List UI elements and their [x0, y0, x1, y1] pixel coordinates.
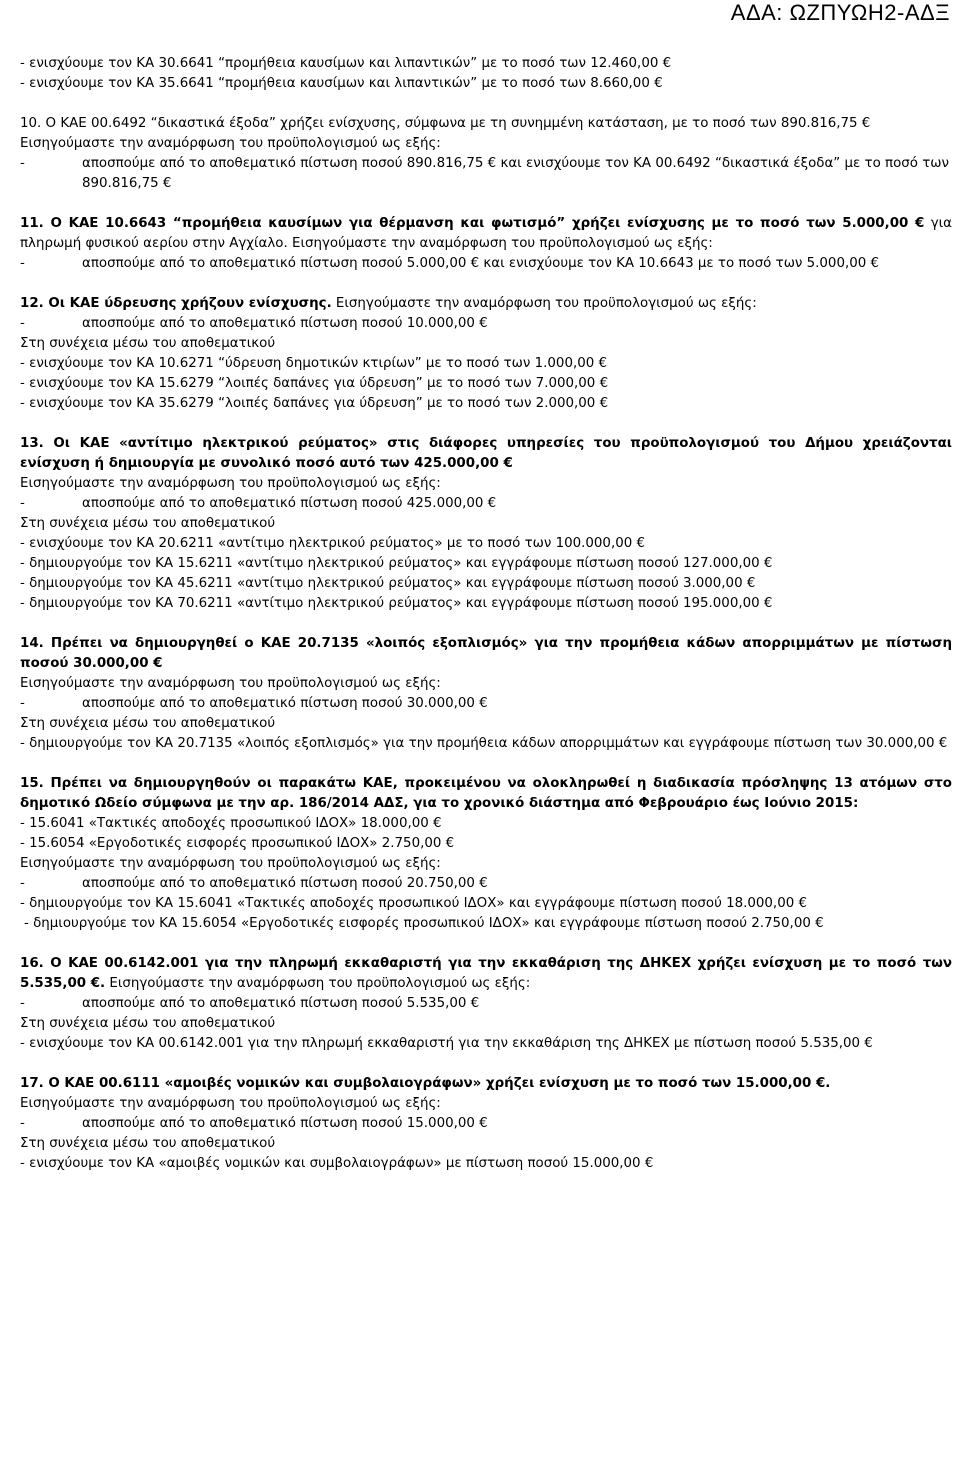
text-line: αποσπούμε από το αποθεματικό πίστωση ποσού 890.816,75 € και ενισχύουμε τον ΚΑ 00.6492 “δικαστικά έξοδα” με το ποσό των 890.816,75 €: [82, 156, 949, 191]
text-line: Στη συνέχεια μέσω του αποθεματικού: [20, 1016, 276, 1031]
section-12-heading: 12. Οι ΚΑΕ ύδρευσης χρήζουν ενίσχυσης.: [20, 296, 332, 311]
text-line: Εισηγούμαστε την αναμόρφωση του προϋπολογισμού ως εξής:: [20, 136, 441, 151]
text-line: Στη συνέχεια μέσω του αποθεματικού: [20, 1136, 276, 1151]
text-line: - ενισχύουμε τον ΚΑ 00.6142.001 για την πληρωμή εκκαθαριστή για την εκκαθάριση της ΔΗΚΕΧ με πίστωση ποσού 5.535,00 €: [20, 1036, 873, 1051]
text-line: αποσπούμε από το αποθεματικό πίστωση ποσού 30.000,00 €: [82, 696, 488, 711]
text-line: Στη συνέχεια μέσω του αποθεματικού: [20, 716, 276, 731]
text-line: Εισηγούμαστε την αναμόρφωση του προϋπολογισμού ως εξής:: [20, 856, 441, 871]
text-line: - ενισχύουμε τον ΚΑ 30.6641 “προμήθεια καυσίμων και λιπαντικών” με το ποσό των 12.460,00 €: [20, 56, 672, 71]
text-line: - δημιουργούμε τον ΚΑ 45.6211 «αντίτιμο ηλεκτρικού ρεύματος» και εγγράφουμε πίστωση ποσού 3.000,00 €: [20, 576, 756, 591]
text-line: - δημιουργούμε τον ΚΑ 15.6041 «Τακτικές αποδοχές προσωπικού ΙΔΟΧ» και εγγράφουμε πίστωση ποσού 18.000,00 €: [20, 896, 808, 911]
text-line: - ενισχύουμε τον ΚΑ 35.6279 “λοιπές δαπάνες για ύδρευση” με το ποσό των 2.000,00 €: [20, 396, 609, 411]
text-line: Εισηγούμαστε την αναμόρφωση του προϋπολογισμού ως εξής:: [20, 1096, 441, 1111]
text-line: - ενισχύουμε τον ΚΑ 35.6641 “προμήθεια καυσίμων και λιπαντικών” με το ποσό των 8.660,00 €: [20, 76, 663, 91]
section-17-heading: 17. Ο ΚΑΕ 00.6111 «αμοιβές νομικών και συμβολαιογράφων» χρήζει ενίσχυση με το ποσό των 15.000,00 €.: [20, 1076, 831, 1091]
text-line: αποσπούμε από το αποθεματικό πίστωση ποσού 5.535,00 €: [82, 996, 480, 1011]
text-line: αποσπούμε από το αποθεματικό πίστωση ποσού 5.000,00 € και ενισχύουμε τον ΚΑ 10.6643 με το ποσό των 5.000,00 €: [82, 256, 880, 271]
text-line: Εισηγούμαστε την αναμόρφωση του προϋπολογισμού ως εξής:: [20, 476, 441, 491]
section-16-heading: 16. Ο ΚΑΕ 00.6142.001 για την πληρωμή εκκαθαριστή για την εκκαθάριση της ΔΗΚΕΧ χρήζει ενίσχυση με το ποσό των 5.535,00 €.: [20, 956, 952, 991]
text-line: - δημιουργούμε τον ΚΑ 15.6054 «Εργοδοτικές εισφορές προσωπικού ΙΔΟΧ» και εγγράφουμε πίστωση ποσού 2.750,00 €: [24, 916, 824, 931]
text-line: - 15.6054 «Εργοδοτικές εισφορές προσωπικού ΙΔΟΧ» 2.750,00 €: [20, 836, 455, 851]
text-line: - 15.6041 «Τακτικές αποδοχές προσωπικού ΙΔΟΧ» 18.000,00 €: [20, 816, 442, 831]
text-line: - ενισχύουμε τον ΚΑ 20.6211 «αντίτιμο ηλεκτρικού ρεύματος» με το ποσό των 100.000,00 €: [20, 536, 646, 551]
text-line: - ενισχύουμε τον ΚΑ «αμοιβές νομικών και συμβολαιογράφων» με πίστωση ποσού 15.000,00 €: [20, 1156, 654, 1171]
document-body: - ενισχύουμε τον ΚΑ 30.6641 “προμήθεια καυσίμων και λιπαντικών” με το ποσό των 12.460,00 € - ενισχύουμε τον ΚΑ 35.6641 “προμήθεια καυσίμων και λιπαντικών” με το ποσό των 8.660,00 € 10. Ο ΚΑΕ 00.6492 “δικαστικά έξοδα” χρήζει ενίσχυσης, σύμφωνα με τη συνημμένη κατάσταση, με το ποσό των 890.816,75 € Εισηγούμαστε την αναμόρφωση του προϋπολογισμού ως εξής: - αποσπούμε από το αποθεματικό πίστωση ποσού 890.816,75 € και ενισχύουμε τον ΚΑ 00.6492 “δικαστικά έξοδα” με το ποσό των 890.816,75 € 11. Ο ΚΑΕ 10.6643 “προμήθεια καυσίμων για θέρμανση και φωτισμό” χρήζει ενίσχυσης με το ποσό των 5.000,00 € για πληρωμή φυσικού αερίου στην Αγχίαλο. Εισηγούμαστε την αναμόρφωση του προϋπολογισμού ως εξής: - αποσπούμε από το αποθεματικό πίστωση ποσού 5.000,00 € και ενισχύουμε τον ΚΑ 10.6643 με το ποσό των 5.000,00 € 12. Οι ΚΑΕ ύδρευσης χρήζουν ενίσχυσης. Εισηγούμαστε την αναμόρφωση του προϋπολογισμού ως εξής: - αποσπούμε από το αποθεματικό πίστωση ποσού 10.000,00 € Στη συνέχεια μέσω του αποθεματικού - ενισχύουμε τον ΚΑ 10.6271 “ύδρευση δημοτικών κτιρίων” με το ποσό των 1.000,00 € - ενισχύουμε τον ΚΑ 15.6279 “λοιπές δαπάνες για ύδρευση” με το ποσό των 7.000,00 € - ενισχύουμε τον ΚΑ 35.6279 “λοιπές δαπάνες για ύδρευση” με το ποσό των 2.000,00 € 13. Οι ΚΑΕ «αντίτιμο ηλεκτρικού ρεύματος» στις διάφορες υπηρεσίες του προϋπολογισμού του Δήμου χρειάζονται ενίσχυση ή δημιουργία με συνολικό ποσό αυτό των 425.000,00 € Εισηγούμαστε την αναμόρφωση του προϋπολογισμού ως εξής: - αποσπούμε από το αποθεματικό πίστωση ποσού 425.000,00 € Στη συνέχεια μέσω του αποθεματικού - ενισχύουμε τον ΚΑ 20.6211 «αντίτιμο ηλεκτρικού ρεύματος» με το ποσό των 100.000,00 € - δημιουργούμε τον ΚΑ 15.6211 «αντίτιμο ηλεκτρικού ρεύματος» και εγγράφουμε πίστωση ποσού 127.000,00 € - δημιουργούμε τον ΚΑ 45.6211 «αντίτιμο ηλεκτρικού ρεύματος» και εγγράφουμε πίστωση ποσού 3.000,00 € - δημιουργούμε τον ΚΑ 70.6211 «αντίτιμο ηλεκτρικού ρεύματος» και εγγράφουμε πίστωση ποσού 195.000,00 € 14. Πρέπει να δημιουργηθεί ο ΚΑΕ 20.7135 «λοιπός εξοπλισμός» για την προμήθεια κάδων απορριμμάτων με πίστωση ποσού 30.000,00 € Εισηγούμαστε την αναμόρφωση του προϋπολογισμού ως εξής: - αποσπούμε από το αποθεματικό πίστωση ποσού 30.000,00 € Στη συνέχεια μέσω του αποθεματικού - δημιουργούμε τον ΚΑ 20.7135 «λοιπός εξοπλισμός» για την προμήθεια κάδων απορριμμάτων και εγγράφουμε πίστωση των 30.000,00 € 15. Πρέπει να δημιουργηθούν οι παρακάτω ΚΑΕ, προκειμένου να ολοκληρωθεί η διαδικασία πρόσληψης 13 ατόμων στο δημοτικό Ωδείο σύμφωνα με την αρ. 186/2014 ΑΔΣ, για το χρονικό διάστημα από Φεβρουάριο έως Ιούνιο 2015: - 15.6041 «Τακτικές αποδοχές προσωπικού ΙΔΟΧ» 18.000,00 € - 15.6054 «Εργοδοτικές εισφορές προσωπικού ΙΔΟΧ» 2.750,00 € Εισηγούμαστε την αναμόρφωση του προϋπολογισμού ως εξής: - αποσπούμε από το αποθεματικό πίστωση ποσού 20.750,00 € - δημιουργούμε τον ΚΑ 15.6041 «Τακτικές αποδοχές προσωπικού ΙΔΟΧ» και εγγράφουμε πίστωση ποσού 18.000,00 € - δημιουργούμε τον ΚΑ 15.6054 «Εργοδοτικές εισφορές προσωπικού ΙΔΟΧ» και εγγράφουμε πίστωση ποσού 2.750,00 € 16. Ο ΚΑΕ 00.6142.001 για την πληρωμή εκκαθαριστή για την εκκαθάριση της ΔΗΚΕΧ χρήζει ενίσχυση με το ποσό των 5.535,00 €. Εισηγούμαστε την αναμόρφωση του προϋπολογισμού ως εξής: - αποσπούμε από το αποθεματικό πίστωση ποσού 5.535,00 € Στη συνέχεια μέσω του αποθεματικού - ενισχύουμε τον ΚΑ 00.6142.001 για την πληρωμή εκκαθαριστή για την εκκαθάριση της ΔΗΚΕΧ με πίστωση ποσού 5.535,00 € 17. Ο ΚΑΕ 00.6111 «αμοιβές νομικών και συμβολαιογράφων» χρήζει ενίσχυση με το ποσό των 15.000,00 €. Εισηγούμαστε την αναμόρφωση του προϋπολογισμού ως εξής: - αποσπούμε από το αποθεματικό πίστωση ποσού 15.000,00 € Στη συνέχεια μέσω του αποθεματικού - ενισχύουμε τον ΚΑ «αμοιβές νομικών και συμβολαιογράφων» με πίστωση ποσού 15.000,00 €: [20, 54, 952, 1174]
section-11-heading: 11. Ο ΚΑΕ 10.6643 “προμήθεια καυσίμων για θέρμανση και φωτισμό” χρήζει ενίσχυσης με το ποσό των 5.000,00 €: [20, 216, 925, 231]
text-line: Εισηγούμαστε την αναμόρφωση του προϋπολογισμού ως εξής:: [20, 676, 441, 691]
text-line: αποσπούμε από το αποθεματικό πίστωση ποσού 10.000,00 €: [82, 316, 488, 331]
text-line: Εισηγούμαστε την αναμόρφωση του προϋπολογισμού ως εξής:: [105, 976, 531, 991]
text-line: - δημιουργούμε τον ΚΑ 20.7135 «λοιπός εξοπλισμός» για την προμήθεια κάδων απορριμμάτων και εγγράφουμε πίστωση των 30.000,00 €: [20, 736, 948, 751]
document-ada-header: ΑΔΑ: ΩΖΠΥΩΗ2-ΑΔΞ: [730, 0, 950, 25]
text-line: - δημιουργούμε τον ΚΑ 70.6211 «αντίτιμο ηλεκτρικού ρεύματος» και εγγράφουμε πίστωση ποσού 195.000,00 €: [20, 596, 773, 611]
text-line: - ενισχύουμε τον ΚΑ 10.6271 “ύδρευση δημοτικών κτιρίων” με το ποσό των 1.000,00 €: [20, 356, 608, 371]
text-line: αποσπούμε από το αποθεματικό πίστωση ποσού 15.000,00 €: [82, 1116, 488, 1131]
text-line: Εισηγούμαστε την αναμόρφωση του προϋπολογισμού ως εξής:: [331, 296, 757, 311]
section-13-heading: 13. Οι ΚΑΕ «αντίτιμο ηλεκτρικού ρεύματος» στις διάφορες υπηρεσίες του προϋπολογισμού του Δήμου χρειάζονται ενίσχυση ή δημιουργία με συνολικό ποσό αυτό των 425.000,00 €: [20, 436, 952, 471]
text-line: Στη συνέχεια μέσω του αποθεματικού: [20, 336, 276, 351]
text-line: - ενισχύουμε τον ΚΑ 15.6279 “λοιπές δαπάνες για ύδρευση” με το ποσό των 7.000,00 €: [20, 376, 609, 391]
text-line: Στη συνέχεια μέσω του αποθεματικού: [20, 516, 276, 531]
text-line: - δημιουργούμε τον ΚΑ 15.6211 «αντίτιμο ηλεκτρικού ρεύματος» και εγγράφουμε πίστωση ποσού 127.000,00 €: [20, 556, 773, 571]
text-line: αποσπούμε από το αποθεματικό πίστωση ποσού 20.750,00 €: [82, 876, 488, 891]
text-line: αποσπούμε από το αποθεματικό πίστωση ποσού 425.000,00 €: [82, 496, 497, 511]
section-10-heading: 10. Ο ΚΑΕ 00.6492 “δικαστικά έξοδα” χρήζει ενίσχυσης, σύμφωνα με τη συνημμένη κατάσταση, με το ποσό των 890.816,75 €: [20, 116, 871, 131]
section-15-heading: 15. Πρέπει να δημιουργηθούν οι παρακάτω ΚΑΕ, προκειμένου να ολοκληρωθεί η διαδικασία πρόσληψης 13 ατόμων στο δημοτικό Ωδείο σύμφωνα με την αρ. 186/2014 ΑΔΣ, για το χρονικό διάστημα από Φεβρουάριο έως Ιούνιο 2015:: [20, 776, 952, 811]
section-14-heading: 14. Πρέπει να δημιουργηθεί ο ΚΑΕ 20.7135 «λοιπός εξοπλισμός» για την προμήθεια κάδων απορριμμάτων με πίστωση ποσού 30.000,00 €: [20, 636, 952, 671]
text-line: για πληρωμή φυσικού αερίου στην Αγχίαλο. Εισηγούμαστε την αναμόρφωση του προϋπολογισμού ως εξής:: [20, 216, 952, 251]
